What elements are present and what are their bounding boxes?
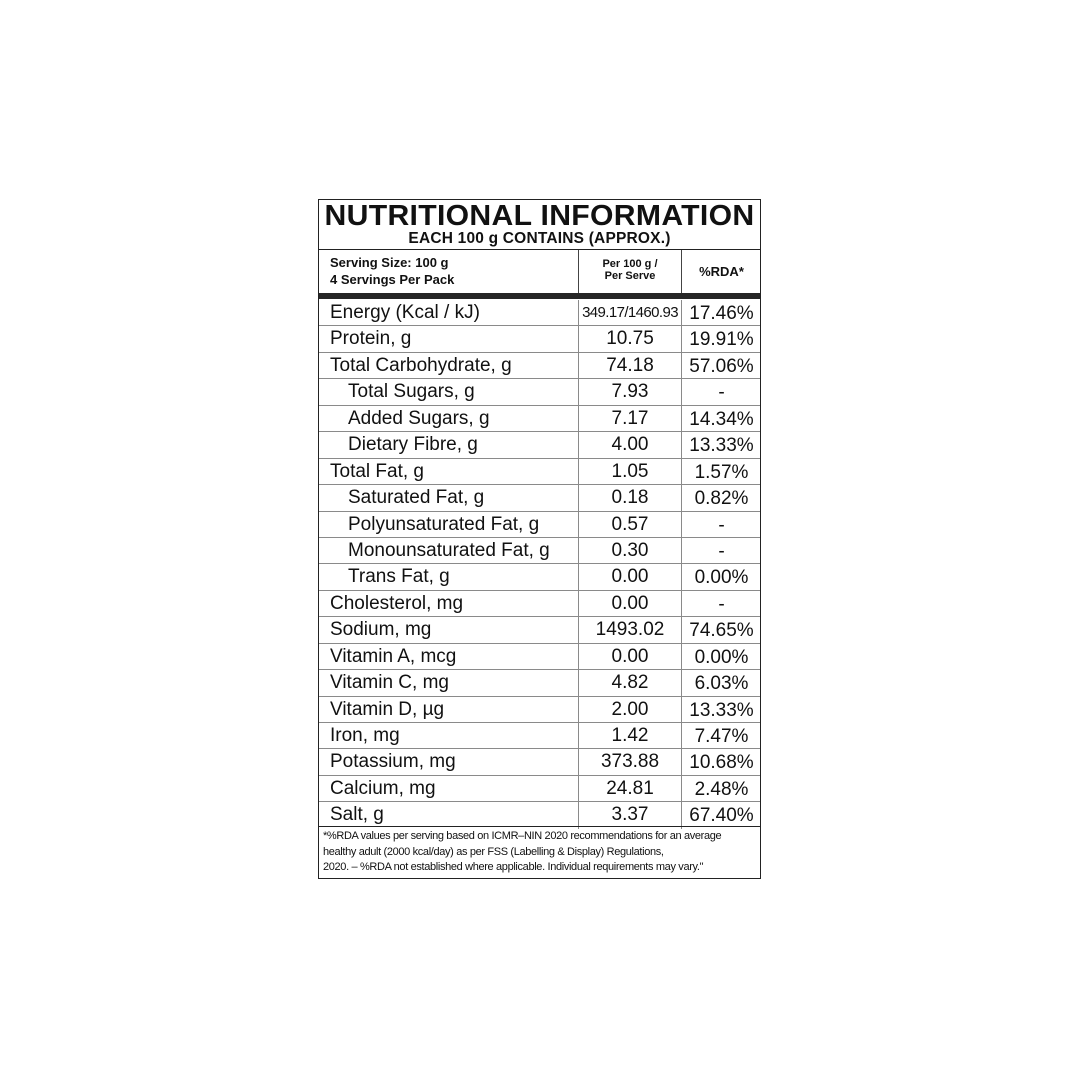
- table-row: [319, 617, 760, 643]
- nutrient-name: Vitamin D, µg: [330, 698, 445, 720]
- nutrient-value: 1493.02: [578, 617, 681, 642]
- nutrient-name: Calcium, mg: [330, 777, 436, 799]
- nutrient-value: 4.00: [578, 432, 681, 457]
- table-row: [319, 749, 760, 775]
- table-row: [319, 723, 760, 749]
- nutrient-name: Sodium, mg: [330, 619, 432, 641]
- header-divider-bar: [319, 293, 760, 299]
- nutrient-rda: 74.65%: [681, 617, 761, 642]
- nutrient-rda: 13.33%: [681, 697, 761, 722]
- rda-header: %RDA*: [681, 250, 761, 294]
- table-row: [319, 591, 760, 617]
- column-header-row: [319, 250, 760, 294]
- table-row: [319, 406, 760, 432]
- table-row: [319, 459, 760, 485]
- nutrient-value: 373.88: [578, 749, 681, 774]
- label-header: [319, 200, 760, 250]
- nutrient-value: 0.57: [578, 512, 681, 537]
- nutrient-rda: 19.91%: [681, 326, 761, 351]
- nutrient-value: 24.81: [578, 776, 681, 801]
- nutrient-name: Polyunsaturated Fat, g: [348, 513, 540, 535]
- per-100g-header: [578, 250, 681, 294]
- nutrient-name: Energy (Kcal / kJ): [330, 302, 480, 323]
- footnote-line: 2020. – %RDA not established where applicable. Individual requirements may vary.": [323, 861, 704, 873]
- per-100g-header-line2: Per Serve: [604, 270, 656, 282]
- nutrient-table: [319, 300, 760, 829]
- nutrient-rda: 2.48%: [681, 776, 761, 801]
- label-title: NUTRITIONAL INFORMATION: [324, 200, 755, 232]
- nutrient-value: 1.05: [578, 459, 681, 484]
- nutrient-name: Salt, g: [330, 804, 384, 826]
- nutrient-name: Monounsaturated Fat, g: [348, 539, 550, 561]
- per-100g-header-line1: Per 100 g /: [602, 258, 658, 270]
- table-row: [319, 432, 760, 458]
- nutrient-rda: -: [681, 379, 761, 404]
- footnote-line: healthy adult (2000 kcal/day) as per FSS (Labelling & Display) Regulations,: [323, 845, 664, 858]
- table-row: [319, 300, 760, 326]
- nutrient-name: Potassium, mg: [330, 751, 456, 773]
- nutrient-value: 7.93: [578, 379, 681, 404]
- table-row: [319, 485, 760, 511]
- nutrient-rda: 6.03%: [681, 670, 761, 695]
- nutrient-name: Vitamin C, mg: [330, 672, 449, 694]
- nutrient-rda: 10.68%: [681, 749, 761, 774]
- nutrient-name: Total Sugars, g: [348, 381, 475, 403]
- nutrient-name: Added Sugars, g: [348, 407, 490, 429]
- table-row: [319, 776, 760, 802]
- nutrient-value: 0.30: [578, 538, 681, 563]
- table-row: [319, 353, 760, 379]
- footnote: [319, 826, 760, 878]
- nutrient-value: 0.00: [578, 564, 681, 589]
- nutrient-name: Total Carbohydrate, g: [330, 354, 512, 376]
- nutrient-rda: 0.00%: [681, 644, 761, 669]
- table-row: [319, 670, 760, 696]
- table-row: [319, 512, 760, 538]
- nutrient-value: 74.18: [578, 353, 681, 378]
- nutrient-name: Dietary Fibre, g: [348, 434, 478, 456]
- nutrient-value: 0.18: [578, 485, 681, 510]
- nutrient-rda: 0.82%: [681, 485, 761, 510]
- nutrition-label: [318, 199, 761, 879]
- nutrient-value: 2.00: [578, 697, 681, 722]
- table-row: [319, 326, 760, 352]
- table-row: [319, 697, 760, 723]
- nutrient-value: 10.75: [578, 326, 681, 351]
- table-row: [319, 802, 760, 828]
- nutrient-rda: 14.34%: [681, 406, 761, 431]
- nutrient-rda: -: [681, 591, 761, 616]
- table-row: [319, 379, 760, 405]
- nutrient-value: 349.17/1460.93: [578, 300, 681, 325]
- servings-per-pack: 4 Servings Per Pack: [330, 272, 455, 287]
- table-row: [319, 644, 760, 670]
- nutrient-rda: 1.57%: [681, 459, 761, 484]
- nutrient-rda: 67.40%: [681, 802, 761, 828]
- nutrient-rda: 17.46%: [681, 300, 761, 325]
- nutrient-rda: 13.33%: [681, 432, 761, 457]
- nutrient-name: Total Fat, g: [330, 460, 424, 482]
- table-row: [319, 538, 760, 564]
- nutrient-value: 1.42: [578, 723, 681, 748]
- label-subtitle: EACH 100 g CONTAINS (APPROX.): [408, 230, 671, 247]
- nutrient-name: Cholesterol, mg: [330, 592, 464, 614]
- nutrient-value: 0.00: [578, 644, 681, 669]
- nutrient-value: 7.17: [578, 406, 681, 431]
- table-row: [319, 564, 760, 590]
- nutrient-name: Protein, g: [330, 328, 412, 350]
- nutrient-name: Vitamin A, mcg: [330, 645, 457, 667]
- nutrient-rda: 7.47%: [681, 723, 761, 748]
- nutrient-rda: 0.00%: [681, 564, 761, 589]
- nutrient-name: Trans Fat, g: [348, 566, 450, 588]
- nutrient-value: 0.00: [578, 591, 681, 616]
- nutrient-name: Iron, mg: [330, 725, 400, 746]
- nutrient-rda: 57.06%: [681, 353, 761, 378]
- nutrient-value: 4.82: [578, 670, 681, 695]
- serving-size: Serving Size: 100 g: [330, 255, 449, 270]
- nutrient-rda: -: [681, 512, 761, 537]
- footnote-line: *%RDA values per serving based on ICMR–NIN 2020 recommendations for an average: [323, 830, 722, 842]
- nutrient-value: 3.37: [578, 802, 681, 828]
- nutrient-rda: -: [681, 538, 761, 563]
- serving-info: [330, 254, 578, 288]
- nutrient-name: Saturated Fat, g: [348, 487, 485, 509]
